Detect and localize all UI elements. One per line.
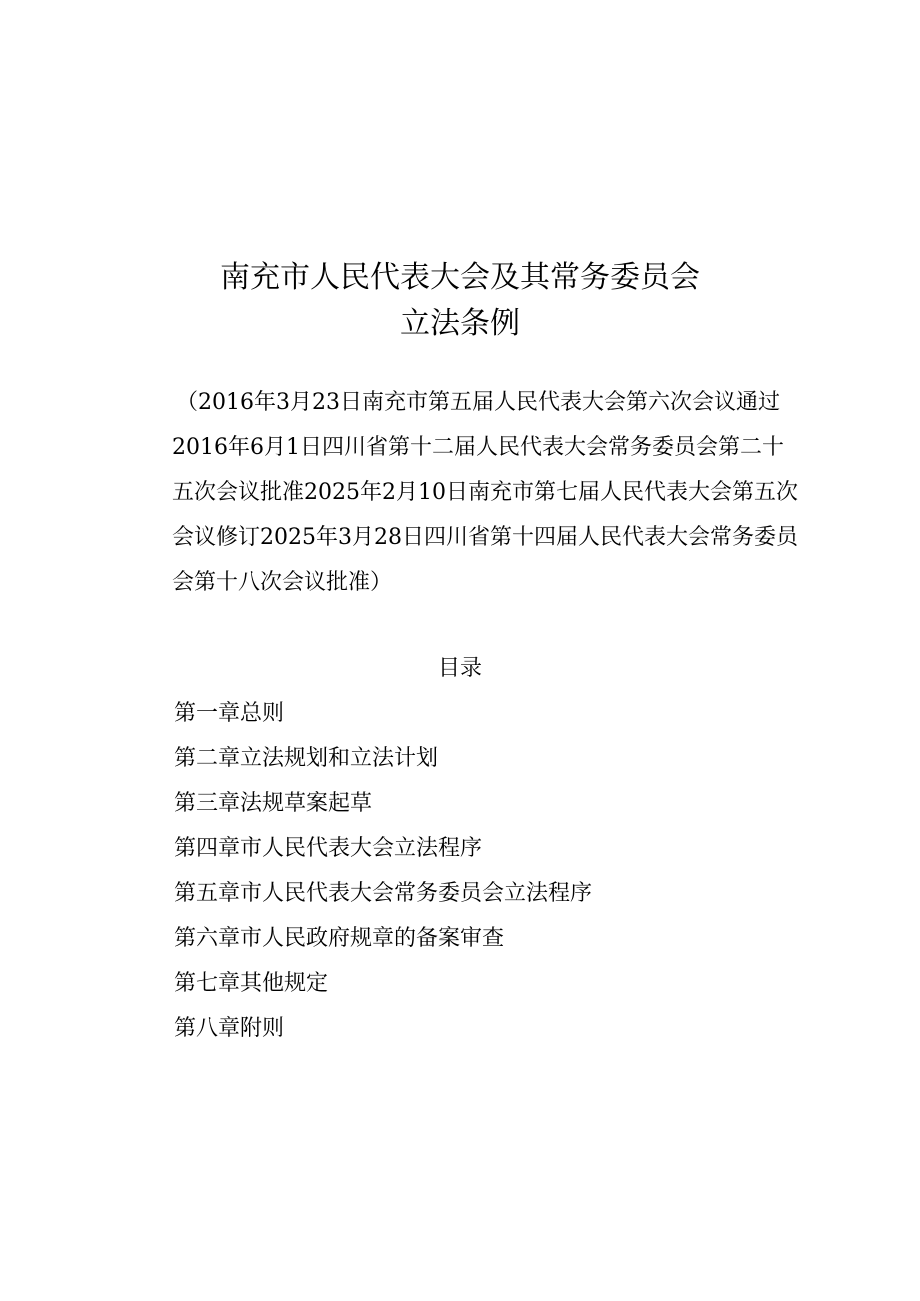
toc-item-chapter-7: 第七章其他规定: [174, 971, 329, 996]
adoption-history-line: 会第十八次会议批准）: [172, 570, 393, 595]
document-title-line-1: 南充市人民代表大会及其常务委员会: [220, 260, 700, 295]
adoption-history-line: 会议修订2025年3月28日四川省第十四届人民代表大会常务委员: [172, 525, 798, 550]
toc-item-chapter-3: 第三章法规草案起草: [174, 791, 373, 816]
toc-item-chapter-6: 第六章市人民政府规章的备案审查: [174, 926, 505, 951]
adoption-history: [172, 380, 812, 605]
document-title-line-2: 立法条例: [400, 306, 520, 341]
toc-item-chapter-5: 第五章市人民代表大会常务委员会立法程序: [174, 881, 593, 906]
adoption-history-line: 五次会议批准2025年2月10日南充市第七届人民代表大会第五次: [172, 480, 798, 505]
toc-heading: 目录: [437, 656, 482, 681]
table-of-contents: [174, 698, 592, 1058]
toc-item-chapter-4: 第四章市人民代表大会立法程序: [174, 836, 483, 861]
toc-item-chapter-2: 第二章立法规划和立法计划: [174, 746, 439, 771]
adoption-history-line: （2016年3月23日南充市第五届人民代表大会第六次会议通过: [176, 390, 780, 415]
toc-item-chapter-1: 第一章总则: [174, 701, 285, 726]
adoption-history-line: 2016年6月1日四川省第十二届人民代表大会常务委员会第二十: [172, 435, 784, 460]
toc-item-chapter-8: 第八章附则: [174, 1016, 285, 1041]
